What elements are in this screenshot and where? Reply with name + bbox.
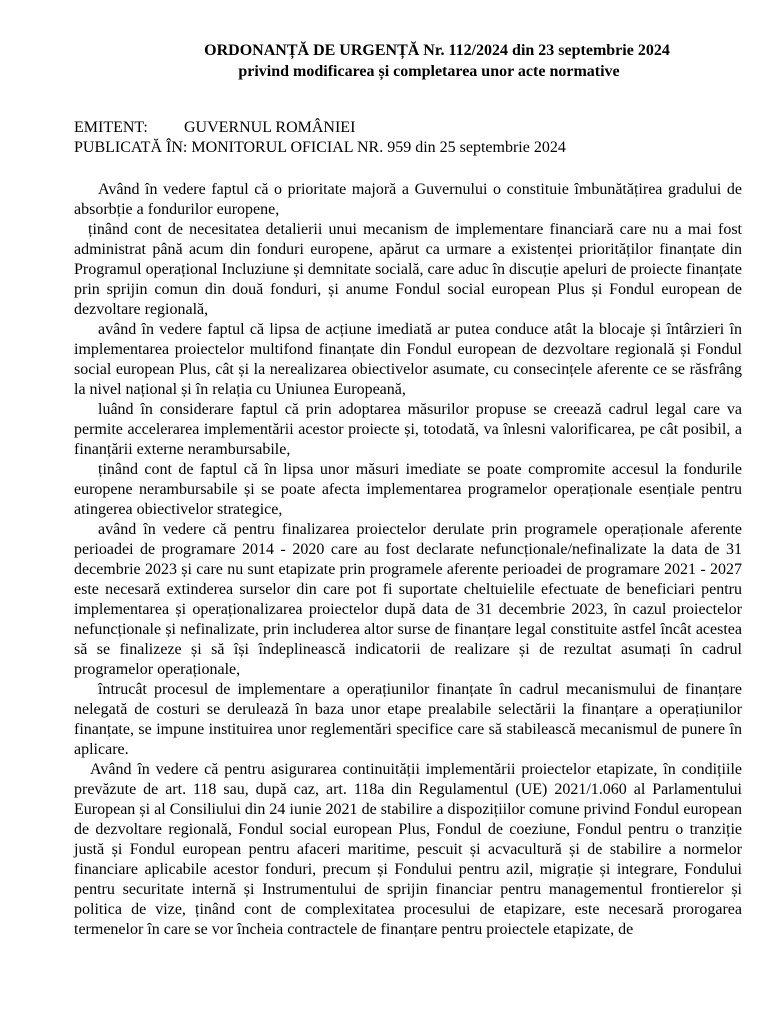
document-meta <box>74 118 742 158</box>
paragraph: Având în vedere că pentru asigurarea continuității implementării proiectelor etapizate, în condițiile prevăzute de art. 118 sau, după caz, art. 118a din Regulamentul (UE) 2021/1.060 al Parlamentului European și al Consiliului din 24 iunie 2021 de stabilire a dispozițiilor comune privind Fondul european de dezvoltare regională, Fondul social european Plus, Fondul de coeziune, Fondul pentru o tranziție justă și Fondul european pentru afaceri maritime, pescuit și acvacultură și de stabilire a normelor financiare aplicabile acestor fonduri, precum și Fondului pentru azil, migrație și integrare, Fondului pentru securitate internă și Instrumentului de sprijin financiar pentru managementul frontierelor și politica de vize, ținând cont de complexitatea procesului de etapizare, este necesară prorogarea termenelor în care se vor încheia contractele de finanțare pentru proiectele etapizate, de <box>74 761 742 938</box>
emitent-label: EMITENT: <box>74 119 148 136</box>
publication-row: PUBLICATĂ ÎN: MONITORUL OFICIAL NR. 959 din 25 septembrie 2024 <box>74 139 566 156</box>
paragraph: Având în vedere faptul că o prioritate majoră a Guvernului o constituie îmbunătățirea gradului de absorbție a fondurilor europene, <box>74 181 742 218</box>
paragraph: luând în considerare faptul că prin adoptarea măsurilor propuse se creează cadrul legal care va permite accelerarea implementării acestor proiecte și, totodată, va înlesni valorificarea, pe cât posibil, a finanțării externe nerambursabile, <box>74 401 742 458</box>
paragraph: ținând cont de necesitatea detalierii unui mecanism de implementare financiară care nu a mai fost administrat până acum din fonduri europene, apărut ca urmare a existenței priorităților finanțate din Programul operațional Incluziune și demnitate socială, care aduc în discuție apeluri de proiecte finanțate prin sprijin comun din două fonduri, și anume Fondul social european Plus și Fondul european de dezvoltare regională, <box>74 221 742 318</box>
document-title: ORDONANȚĂ DE URGENȚĂ Nr. 112/2024 din 23 septembrie 2024 <box>204 42 670 59</box>
paragraph: întrucât procesul de implementare a operațiunilor finanțate în cadrul mecanismului de finanțare nelegată de costuri se derulează în baza unor etape prealabile selectării la finanțare a operațiunilor finanțate, se impune instituirea unor reglementări specifice care să stabilească mecanismul de punere în aplicare. <box>74 681 742 758</box>
emitent-row <box>74 118 742 138</box>
paragraph: având în vedere faptul că lipsa de acțiune imediată ar putea conduce atât la blocaje și întârzieri în implementarea proiectelor multifond finanțate din Fondul european de dezvoltare regională și Fondul social european Plus, cât și la nerealizarea obiectivelor asumate, cu consecințele aferente ce se răsfrâng la nivel național și în relația cu Uniunea Europeană, <box>74 321 742 398</box>
emitent-value: GUVERNUL ROMÂNIEI <box>184 119 356 136</box>
document-subtitle: privind modificarea și completarea unor acte normative <box>238 63 620 80</box>
paragraph: ținând cont de faptul că în lipsa unor măsuri imediate se poate compromite accesul la fondurile europene nerambursabile și se poate afecta implementarea programelor operaționale esențiale pentru atingerea obiectivelor strategice, <box>74 461 742 518</box>
document-body <box>74 180 742 940</box>
paragraph: având în vedere că pentru finalizarea proiectelor derulate prin programele operaționale aferente perioadei de programare 2014 - 2020 care au fost declarate nefuncționale/nefinalizate la data de 31 decembrie 2023 și care nu sunt etapizate prin programele aferente perioadei de programare 2021 - 2027 este necesară extinderea surselor din care pot fi suportate cheltuielile efectuate de beneficiari pentru implementarea și operaționalizarea proiectelor după data de 31 decembrie 2023, în cazul proiectelor nefuncționale și nefinalizate, prin includerea altor surse de finanțare legal constituite astfel încât acestea să se finalizeze și să își îndeplinească indicatorii de realizare și de rezultat asumați în cadrul programelor operaționale, <box>74 521 742 678</box>
